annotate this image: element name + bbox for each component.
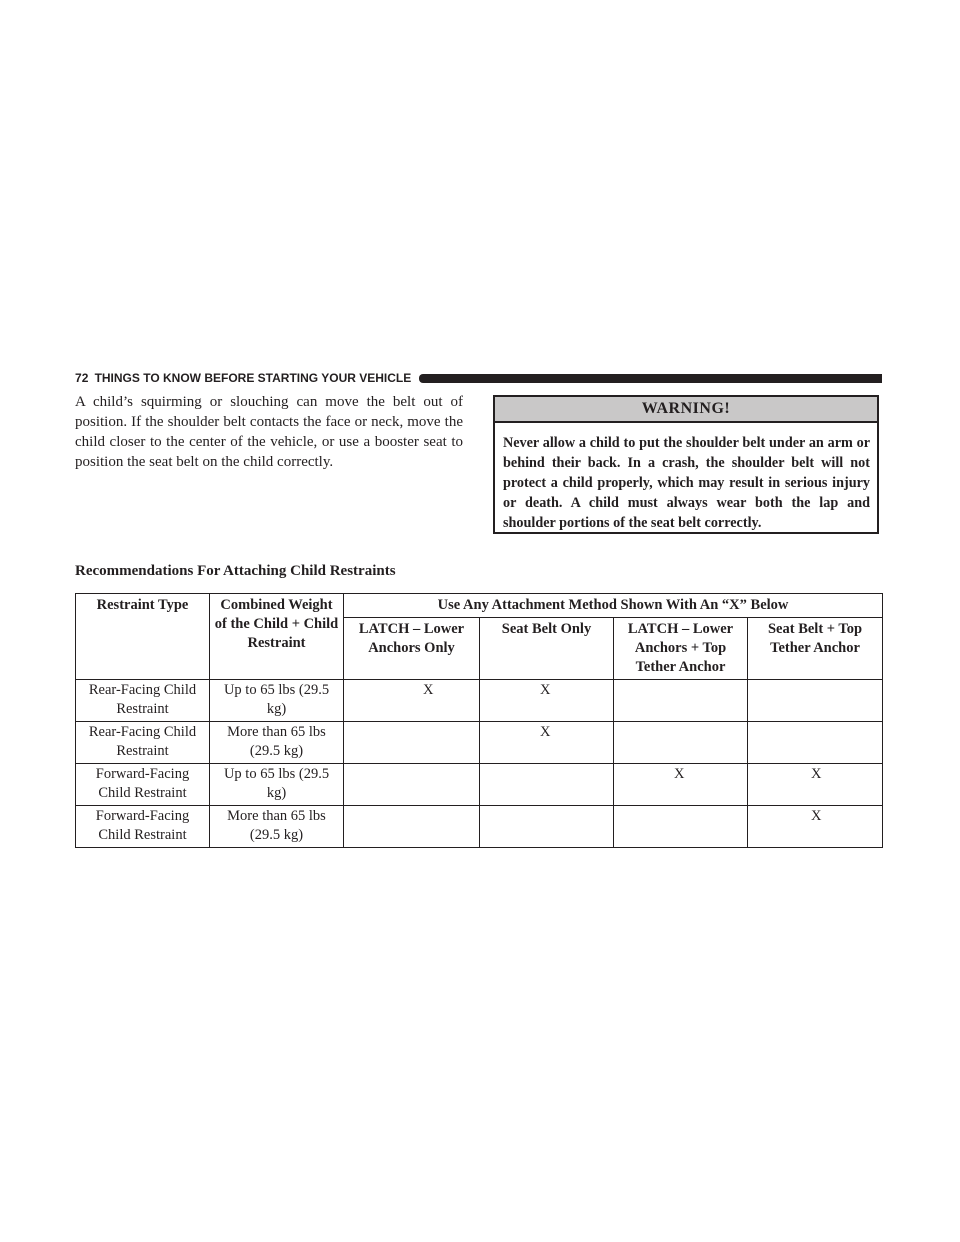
method-cell [748,722,883,764]
restraint-type-cell: Forward-Facing Child Restraint [76,764,210,806]
header-restraint-type: Restraint Type [76,594,210,680]
method-cell [614,806,748,848]
method-cell [614,680,748,722]
running-header [75,370,882,386]
method-cell [480,806,614,848]
x-mark: X [811,766,822,782]
weight-cell: Up to 65 lbs (29.5 kg) [210,764,344,806]
method-cell [344,806,480,848]
header-method-latch-lower: LATCH – Lower Anchors Only [344,618,480,680]
method-cell [748,806,883,848]
warning-title: WARNING! [495,397,877,423]
weight-cell: More than 65 lbs (29.5 kg) [210,806,344,848]
x-mark: X [811,808,822,824]
section-heading: Recommendations For Attaching Child Restraints [75,563,396,579]
warning-text: Never allow a child to put the shoulder belt under an arm or behind their back. In a crash, the shoulder belt will not protect a child properly, which may result in serious injury or death. A child must always wear both the lap and shoulder portions of the seat belt correctly. [503,435,870,531]
method-cell [344,764,480,806]
header-attachment-method-group: Use Any Attachment Method Shown With An “X” Below [344,594,883,618]
method-cell [480,764,614,806]
body-paragraph: A child’s squirming or slouching can move the belt out of position. If the shoulder belt contacts the face or neck, move the child closer to the center of the vehicle, or use a booster seat to position the seat belt on the child correctly. [75,394,463,470]
weight-cell: More than 65 lbs (29.5 kg) [210,722,344,764]
x-mark: X [423,682,434,698]
header-rule [419,374,882,383]
method-cell [344,722,480,764]
header-method-seat-belt-top-tether: Seat Belt + Top Tether Anchor [748,618,883,680]
table-row [76,680,883,722]
method-cell [748,764,883,806]
method-cell [344,680,480,722]
restraint-type-cell: Rear-Facing Child Restraint [76,722,210,764]
method-cell [480,680,614,722]
x-mark: X [540,682,551,698]
page-number: 72 [75,371,89,385]
table-row [76,764,883,806]
header-method-latch-top-tether: LATCH – Lower Anchors + Top Tether Anchor [614,618,748,680]
restraint-type-cell: Rear-Facing Child Restraint [76,680,210,722]
header-method-seat-belt: Seat Belt Only [480,618,614,680]
x-mark: X [540,724,551,740]
table-row [76,806,883,848]
header-combined-weight: Combined Weight of the Child + Child Restraint [210,594,344,680]
method-cell [614,764,748,806]
method-cell [614,722,748,764]
method-cell [480,722,614,764]
child-restraint-table [75,593,883,848]
restraint-type-cell: Forward-Facing Child Restraint [76,806,210,848]
section-title: THINGS TO KNOW BEFORE STARTING YOUR VEHICLE [94,371,412,385]
x-mark: X [674,766,685,782]
weight-cell: Up to 65 lbs (29.5 kg) [210,680,344,722]
method-cell [748,680,883,722]
table-row [76,722,883,764]
warning-box [493,395,879,534]
